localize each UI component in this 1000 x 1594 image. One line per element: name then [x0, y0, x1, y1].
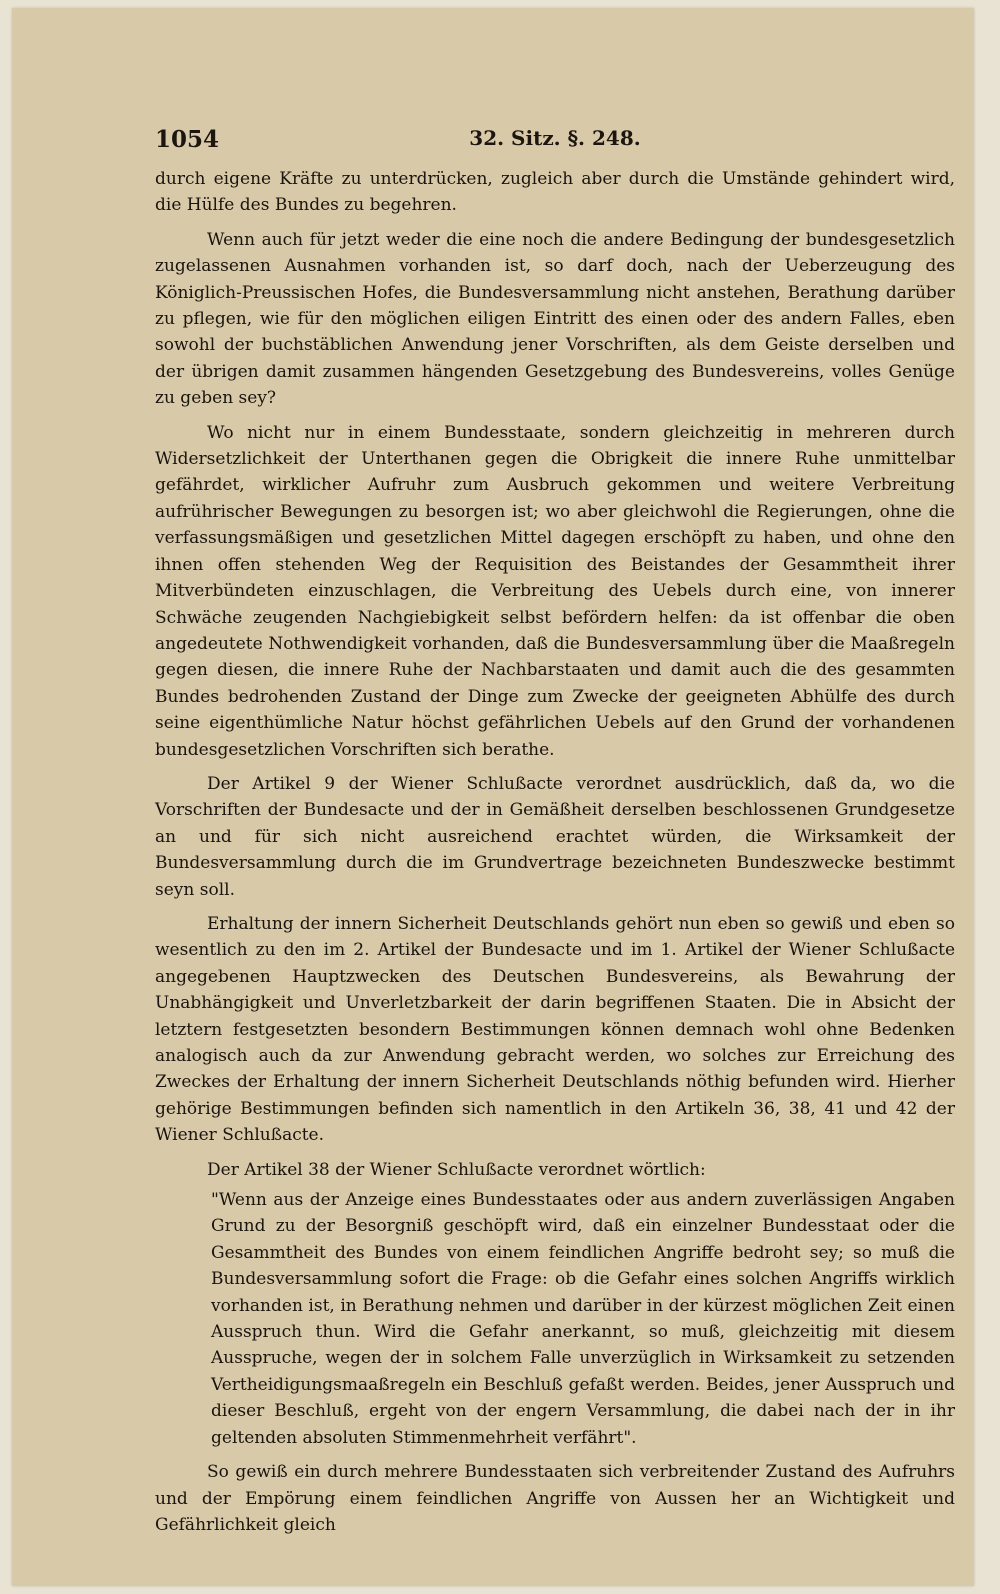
- page-header: [155, 126, 955, 156]
- paragraph: Erhaltung der innern Sicherheit Deutschlands gehört nun eben so gewiß und eben so wesentlich zu den im 2. Artikel der Bundesacte und im 1. Artikel der Wiener Schlußacte angegebenen Hauptzwecken des Deutschen Bundesvereins, als Bewahrung der Unabhängigkeit und Unverletzbarkeit der darin begriffenen Staaten. Die in Absicht der letztern festgesetzten besondern Bestimmungen können demnach wohl ohne Bedenken analogisch auch da zur Anwendung gebracht werden, wo solches zur Erreichung des Zweckes der Erhaltung der innern Sicherheit Deutschlands nöthig befunden wird. Hierher gehörige Bestimmungen befinden sich namentlich in den Artikeln 36, 38, 41 und 42 der Wiener Schlußacte.: [155, 913, 955, 1146]
- paragraph: Wenn auch für jetzt weder die eine noch die andere Bedingung der bundesgesetzlich zugelassenen Ausnahmen vorhanden ist, so darf doch, nach der Ueberzeugung des Königlich-Preussischen Hofes, die Bundesversammlung nicht anstehen, Berathung darüber zu pflegen, wie für den möglichen eiligen Eintritt des einen oder des andern Falles, eben sowohl der buchstäblichen Anwendung jener Vorschriften, als dem Geiste derselben und der übrigen damit zusammen hängenden Gesetzgebung des Bundesvereins, volles Genüge zu geben sey?: [155, 229, 955, 409]
- block-quote: "Wenn aus der Anzeige eines Bundesstaates oder aus andern zuverlässigen Angaben Grund zu der Besorgniß geschöpft wird, daß ein einzelner Bundesstaat oder die Gesammtheit des Bundes von einem feindlichen Angriffe bedroht sey; so muß die Bundesversammlung sofort die Frage: ob die Gefahr eines solchen Angriffs wirklich vorhanden ist, in Berathung nehmen und darüber in der kürzest möglichen Zeit einen Ausspruch thun. Wird die Gefahr anerkannt, so muß, gleichzeitig mit diesem Ausspruche, wegen der in solchem Falle unverzüglich in Wirksamkeit zu setzenden Vertheidigungsmaaßregeln ein Beschluß gefaßt werden. Beides, jener Ausspruch und dieser Beschluß, ergeht von der engern Versammlung, die dabei nach der in ihr geltenden absoluten Stimmenmehrheit verfährt".: [211, 1190, 955, 1448]
- paragraph: Wo nicht nur in einem Bundesstaate, sondern gleichzeitig in mehreren durch Widersetzlichkeit der Unterthanen gegen die Obrigkeit die innere Ruhe unmittelbar gefährdet, wirklicher Aufruhr zum Ausbruch gekommen und weitere Verbreitung aufrührischer Bewegungen zu besorgen ist; wo aber gleichwohl die Regierungen, ohne die verfassungsmäßigen und gesetzlichen Mittel dagegen erschöpft zu haben, und ohne den ihnen offen stehenden Weg der Requisition des Beistandes der Gesammtheit ihrer Mitverbündeten einzuschlagen, die Verbreitung des Uebels durch eine, von innerer Schwäche zeugenden Nachgiebigkeit selbst befördern helfen: da ist offenbar die oben angedeutete Nothwendigkeit vorhanden, daß die Bundesversammlung über die Maaßregeln gegen diesen, die innere Ruhe der Nachbarstaaten und damit auch die des gesammten Bundes bedrohenden Zustand der Dinge zum Zwecke der geeigneten Abhülfe des durch seine eigenthümliche Natur höchst gefährlichen Uebels auf den Grund der vorhandenen bundesgesetzlichen Vorschriften sich berathe.: [155, 422, 955, 760]
- page-number: 1054: [155, 126, 220, 153]
- paragraph-continuation: durch eigene Kräfte zu unterdrücken, zugleich aber durch die Umstände gehindert wird, die Hülfe des Bundes zu begehren.: [155, 169, 955, 216]
- document-page: [12, 8, 974, 1586]
- body-text: [155, 166, 955, 1538]
- paragraph-final: So gewiß ein durch mehrere Bundesstaaten sich verbreitender Zustand des Aufruhrs und der Empörung einem feindlichen Angriffe von Aussen her an Wichtigkeit und Gefährlichkeit gleich: [155, 1462, 955, 1535]
- paragraph: Der Artikel 38 der Wiener Schlußacte verordnet wörtlich:: [207, 1159, 706, 1180]
- paragraph: Der Artikel 9 der Wiener Schlußacte verordnet ausdrücklich, daß da, wo die Vorschriften der Bundesacte und der in Gemäßheit derselben beschlossenen Grundgesetze an und für sich nicht ausreichend erachtet würden, die Wirksamkeit der Bundesversammlung durch die im Grundvertrage bezeichneten Bundeszwecke bestimmt seyn soll.: [155, 773, 955, 900]
- running-title: 32. Sitz. §. 248.: [469, 126, 641, 150]
